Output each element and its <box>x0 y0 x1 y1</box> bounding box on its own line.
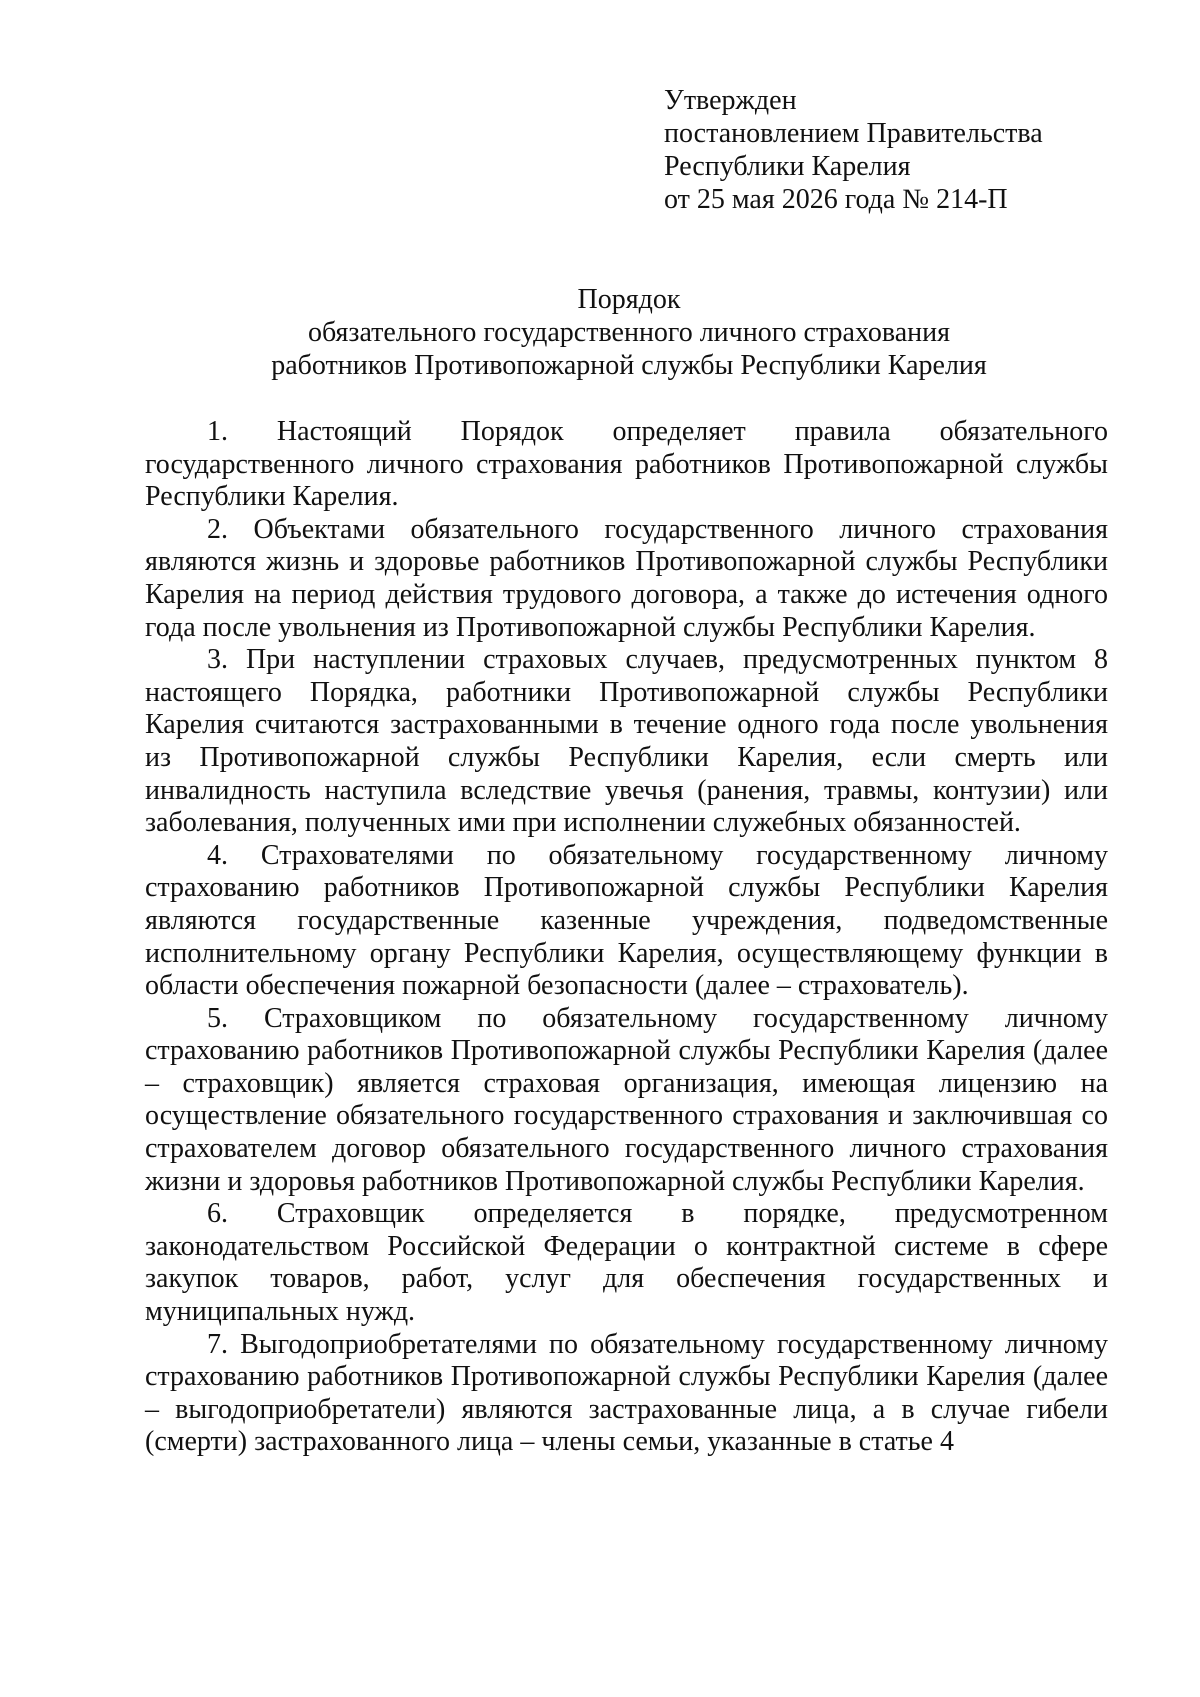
approval-line-3: Республики Карелия <box>664 151 911 182</box>
approval-line-2: постановлением Правительства <box>664 118 1043 149</box>
approval-line-4: от 25 мая 2026 года № 214-П <box>664 184 1008 215</box>
document-title <box>0 283 1200 382</box>
title-line-2: обязательного государственного личного страхования <box>307 317 951 348</box>
title-line-1: Порядок <box>577 284 681 315</box>
paragraph-3: 3. При наступлении страховых случаев, предусмотренных пунктом 8 настоящего Порядка, работники Противопожарной службы Республики Карелия считаются застрахованными в течение одного года после увольнения из Противопожарной службы Республики Карелия, если смерть или инвалидность наступила вследствие увечья (ранения, травмы, контузии) или заболевания, полученных ими при исполнении служебных обязанностей. <box>145 644 1108 839</box>
approval-stamp <box>664 84 1144 216</box>
paragraph-7: 7. Выгодоприобретателями по обязательному государственному личному страхованию работников Противопожарной службы Республики Карелия (далее – выгодоприобретатели) являются застрахованные лица, а в случае гибели (смерти) застрахованного лица – члены семьи, указанные в статье 4 <box>145 1328 1108 1458</box>
paragraph-4: 4. Страхователями по обязательному государственному личному страхованию работников Противопожарной службы Республики Карелия являются государственные казенные учреждения, подведомственные исполнительному органу Республики Карелия, осуществляющему функции в области обеспечения пожарной безопасности (далее – страхователь). <box>145 839 1108 1002</box>
approval-line-1: Утвержден <box>664 85 797 116</box>
paragraph-5: 5. Страховщиком по обязательному государственному личному страхованию работников Противопожарной службы Республики Карелия (далее – страховщик) является страховая организация, имеющая лицензию на осуществление обязательного государственного страхования и заключившая со страхователем договор обязательного государственного личного страхования жизни и здоровья работников Противопожарной службы Республики Карелия. <box>145 1002 1108 1197</box>
title-line-3: работников Противопожарной службы Республики Карелия <box>271 350 987 381</box>
paragraph-1: 1. Настоящий Порядок определяет правила обязательного государственного личного страхования работников Противопожарной службы Республики Карелия. <box>145 416 1108 513</box>
paragraph-2: 2. Объектами обязательного государственного личного страхования являются жизнь и здоровье работников Противопожарной службы Республики Карелия на период действия трудового договора, а также до истечения одного года после увольнения из Противопожарной службы Республики Карелия. <box>145 513 1108 643</box>
paragraph-6: 6. Страховщик определяется в порядке, предусмотренном законодательством Российской Федерации о контрактной системе в сфере закупок товаров, работ, услуг для обеспечения государственных и муниципальных нужд. <box>145 1198 1108 1328</box>
document-body <box>145 416 1108 1459</box>
